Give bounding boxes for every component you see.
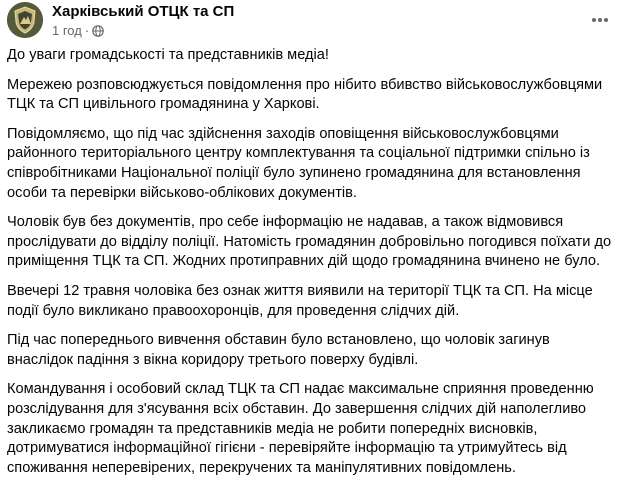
post-paragraph: Чоловік був без документів, про себе інформацію не надавав, а також відмовився прослідувати до відділу поліції. Натомість громадянин добровільно погодився поїхати до приміщення ТЦК та СП. Жодних протиправних дій щодо громадянина вчинено не було.: [7, 214, 612, 270]
post-paragraph: Командування і особовий склад ТЦК та СП надає максимальне сприяння проведенню розслідування для з'ясування всіх обставин. До завершення слідчих дій наполегливо закликаємо громадян та представників медіа не робити попередніх висновків, дотримуватися інформаційної гігієни - перевіряйте інформацію та утримуйтесь від споживання неперевірених, перекручених та маніпулятивних повідомлень.: [7, 381, 594, 476]
post-body: [7, 46, 613, 488]
post-paragraph: До уваги громадськості та представників медіа!: [7, 47, 329, 63]
post-header: [0, 0, 620, 46]
post-paragraph: Мережею розповсюджується повідомлення про нібито вбивство військовослужбовцями ТЦК та СП цивільного громадянина у Харкові.: [7, 76, 603, 113]
globe-icon[interactable]: [92, 25, 104, 37]
post-meta: [52, 23, 104, 38]
post-paragraph: Під час попереднього вивчення обставин було встановлено, що чоловік загинув внаслідок падіння з вікна коридору третього поверху будівлі.: [7, 332, 550, 368]
post-time[interactable]: 1 год: [52, 23, 82, 38]
page-avatar[interactable]: [7, 2, 43, 38]
meta-separator: ·: [84, 23, 90, 38]
more-dots-icon[interactable]: [588, 8, 612, 32]
post-paragraph: Ввечері 12 травня чоловіка без ознак життя виявили на території ТЦК та СП. На місце події було викликано правоохоронців, для проведення слідчих дій.: [7, 282, 593, 319]
post-paragraph: Повідомляємо, що під час здійснення заходів оповіщення військовослужбовцями районного територіального центру комплектування та соціальної підтримки спільно із співробітниками Національної поліції було зупинено громадянина для встановлення особи та перевірки військово-облікових документів.: [7, 125, 590, 201]
author-name[interactable]: Харківський ОТЦК та СП: [52, 3, 235, 20]
emblem-icon: [7, 2, 43, 38]
